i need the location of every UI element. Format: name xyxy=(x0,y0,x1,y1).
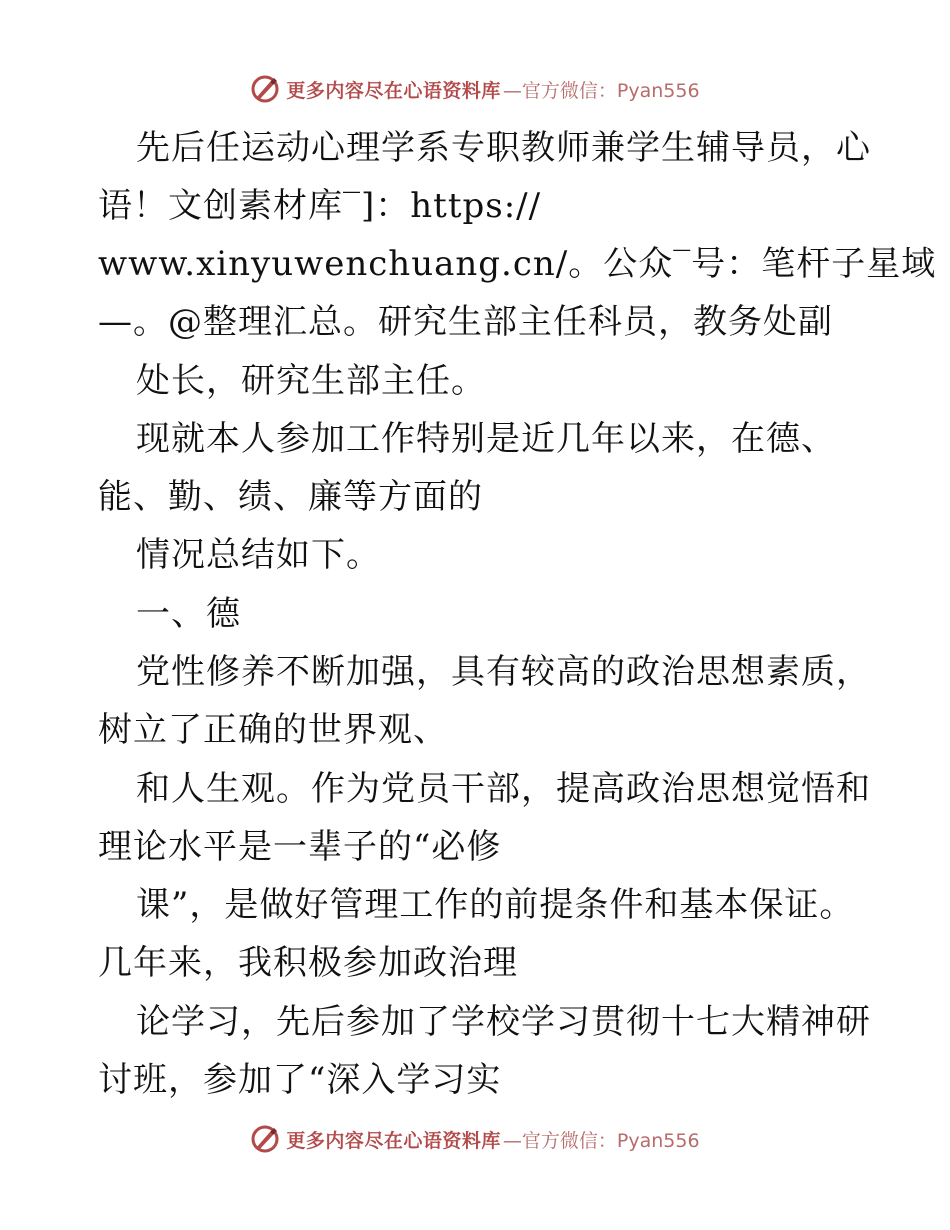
text-line: 理论水平是一辈子的“必修 xyxy=(98,827,502,867)
text-line: 讨班，参加了“深入学习实 xyxy=(98,1060,502,1100)
pen-circle-logo-icon xyxy=(250,1124,280,1154)
watermark-footer xyxy=(0,1122,950,1156)
text-line: 课”，是做好管理工作的前提条件和基本保证。 xyxy=(136,885,855,925)
text-line: 和人生观。作为党员干部，提高政治思想觉悟和 xyxy=(136,769,871,809)
text-line: 几年来，我积极参加政治理 xyxy=(98,943,518,983)
section-heading: 一、德 xyxy=(136,594,241,634)
text-line: 现就本人参加工作特别是近几年以来，在德、 xyxy=(136,419,836,459)
text-line: 党性修养不断加强，具有较高的政治思想素质， xyxy=(136,652,871,692)
text-line: 语！文创素材库‾]：https:// xyxy=(98,186,542,226)
text-line: 树立了正确的世界观、 xyxy=(98,710,448,750)
text-line: 先后任运动心理学系专职教师兼学生辅导员，心 xyxy=(136,128,871,168)
text-line: 情况总结如下。 xyxy=(136,535,381,575)
text-line: www.xinyuwenchuang.cn/。公众‾号：笔杆子星域 xyxy=(98,244,937,284)
text-line: 能、勤、绩、廉等方面的 xyxy=(98,477,483,517)
text-line: —。@整理汇总。研究生部主任科员，教务处副 xyxy=(98,302,833,342)
watermark-contact-text: —官方微信：Pyan556 xyxy=(502,1129,700,1152)
watermark-brand-text: 更多内容尽在心语资料库 xyxy=(286,1129,501,1152)
watermark-contact-text: —官方微信：Pyan556 xyxy=(502,79,700,102)
watermark-brand-text: 更多内容尽在心语资料库 xyxy=(286,79,501,102)
text-line: 论学习，先后参加了学校学习贯彻十七大精神研 xyxy=(136,1002,871,1042)
text-line: 处长，研究生部主任。 xyxy=(136,361,486,401)
